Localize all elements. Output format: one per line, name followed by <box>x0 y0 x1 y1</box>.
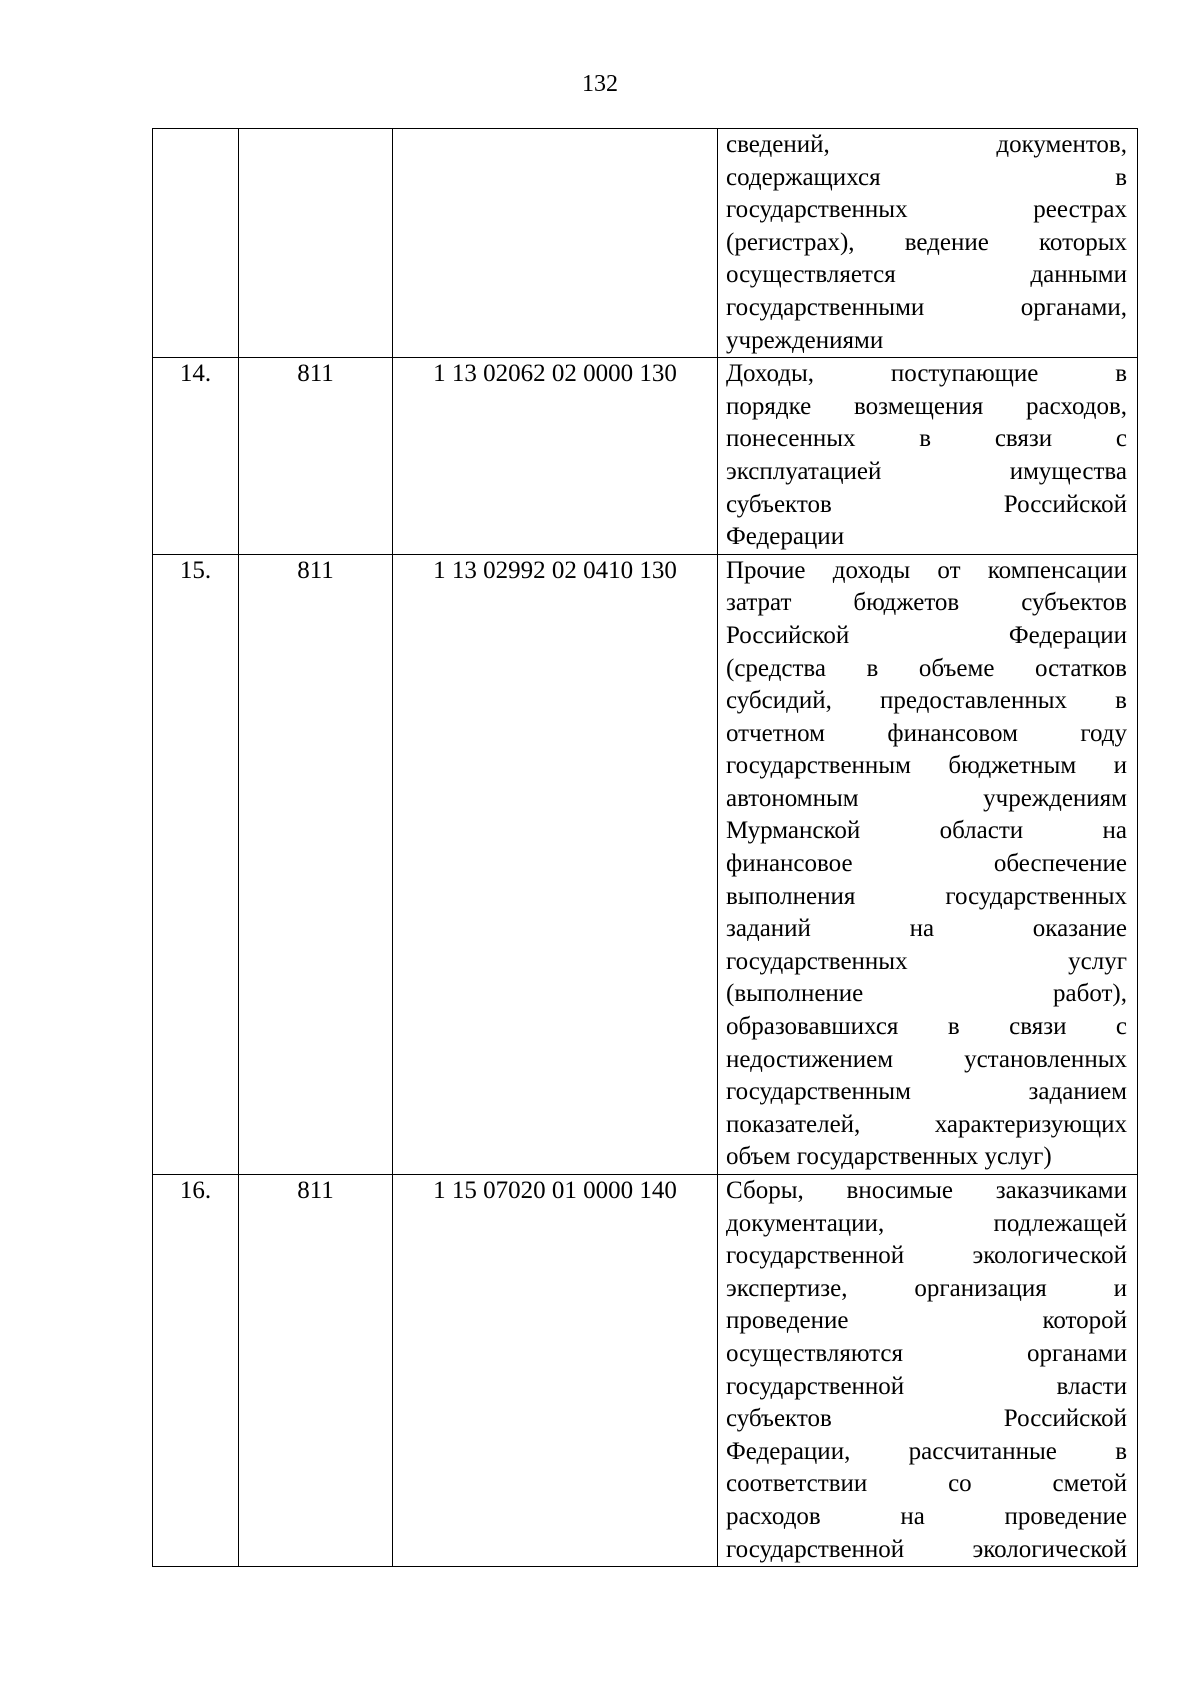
description-line: показателей, характеризующих <box>726 1110 1127 1138</box>
description-line: выполнения государственных <box>726 882 1127 910</box>
admin-code-cell: 811 <box>239 1175 393 1567</box>
admin-code-cell: 811 <box>239 358 393 555</box>
description-line: отчетном финансовом году <box>726 719 1127 747</box>
description-cell <box>718 1175 1138 1567</box>
description-line: объем государственных услуг) <box>726 1143 1052 1171</box>
description-line: Федерации <box>726 523 845 551</box>
description-line: осуществляются органами <box>726 1339 1127 1367</box>
description-line: сведений, документов, <box>726 131 1127 158</box>
description-line: соответствии со сметой <box>726 1470 1127 1498</box>
description-line: субсидий, предоставленных в <box>726 687 1127 715</box>
admin-code-cell <box>239 129 393 358</box>
row-number-cell: 14. <box>153 358 239 555</box>
description-cell <box>718 554 1138 1174</box>
description-line: содержащихся в <box>726 163 1127 191</box>
kbk-code-cell: 1 15 07020 01 0000 140 <box>393 1175 718 1567</box>
description-line: государственных услуг <box>726 947 1127 975</box>
description-line: субъектов Российской <box>726 1405 1127 1433</box>
kbk-code-cell: 1 13 02062 02 0000 130 <box>393 358 718 555</box>
description-line: документации, подлежащей <box>726 1209 1127 1237</box>
description-line: заданий на оказание <box>726 915 1127 943</box>
description-line: Прочие доходы от компенсации <box>726 556 1127 584</box>
table-row <box>153 358 1138 555</box>
description-line: экспертизе, организация и <box>726 1274 1127 1302</box>
description-line: государственным заданием <box>726 1078 1127 1106</box>
description-line: государственными органами, <box>726 293 1127 321</box>
description-line: расходов на проведение <box>726 1502 1127 1530</box>
admin-code-cell: 811 <box>239 554 393 1174</box>
description-cell <box>718 358 1138 555</box>
page-number: 132 <box>582 71 618 97</box>
row-number-cell: 16. <box>153 1175 239 1567</box>
description-line: затрат бюджетов субъектов <box>726 589 1127 617</box>
description-line: (средства в объеме остатков <box>726 654 1127 682</box>
description-line: Сборы, вносимые заказчиками <box>726 1177 1127 1204</box>
description-line: недостижением установленных <box>726 1045 1127 1073</box>
description-line: финансовое обеспечение <box>726 850 1127 878</box>
description-line: Федерации, рассчитанные в <box>726 1437 1127 1465</box>
description-line: понесенных в связи с <box>726 425 1127 453</box>
kbk-code-cell <box>393 129 718 358</box>
description-cell <box>718 129 1138 358</box>
description-line: (регистрах), ведение которых <box>726 228 1127 256</box>
description-line: государственных реестрах <box>726 196 1127 224</box>
description-line: (выполнение работ), <box>726 980 1127 1008</box>
description-line: государственной экологической <box>726 1242 1127 1270</box>
table-row <box>153 554 1138 1174</box>
row-number-cell: 15. <box>153 554 239 1174</box>
description-line: автономным учреждениям <box>726 784 1127 812</box>
description-line: государственным бюджетным и <box>726 752 1127 780</box>
revenue-table <box>152 128 1138 1567</box>
table-body <box>153 129 1138 1567</box>
description-line: образовавшихся в связи с <box>726 1013 1127 1041</box>
description-line: порядке возмещения расходов, <box>726 392 1127 420</box>
table-row <box>153 1175 1138 1567</box>
row-number-cell <box>153 129 239 358</box>
description-line: осуществляется данными <box>726 261 1127 289</box>
description-line: Российской Федерации <box>726 621 1127 649</box>
kbk-code-cell: 1 13 02992 02 0410 130 <box>393 554 718 1174</box>
description-line: учреждениями <box>726 326 884 354</box>
description-line: Доходы, поступающие в <box>726 360 1127 388</box>
description-line: субъектов Российской <box>726 490 1127 518</box>
description-line: государственной экологической <box>726 1535 1127 1563</box>
table-row <box>153 129 1138 358</box>
description-line: проведение которой <box>726 1307 1127 1335</box>
description-line: эксплуатацией имущества <box>726 457 1127 485</box>
description-line: государственной власти <box>726 1372 1127 1400</box>
description-line: Мурманской области на <box>726 817 1127 845</box>
